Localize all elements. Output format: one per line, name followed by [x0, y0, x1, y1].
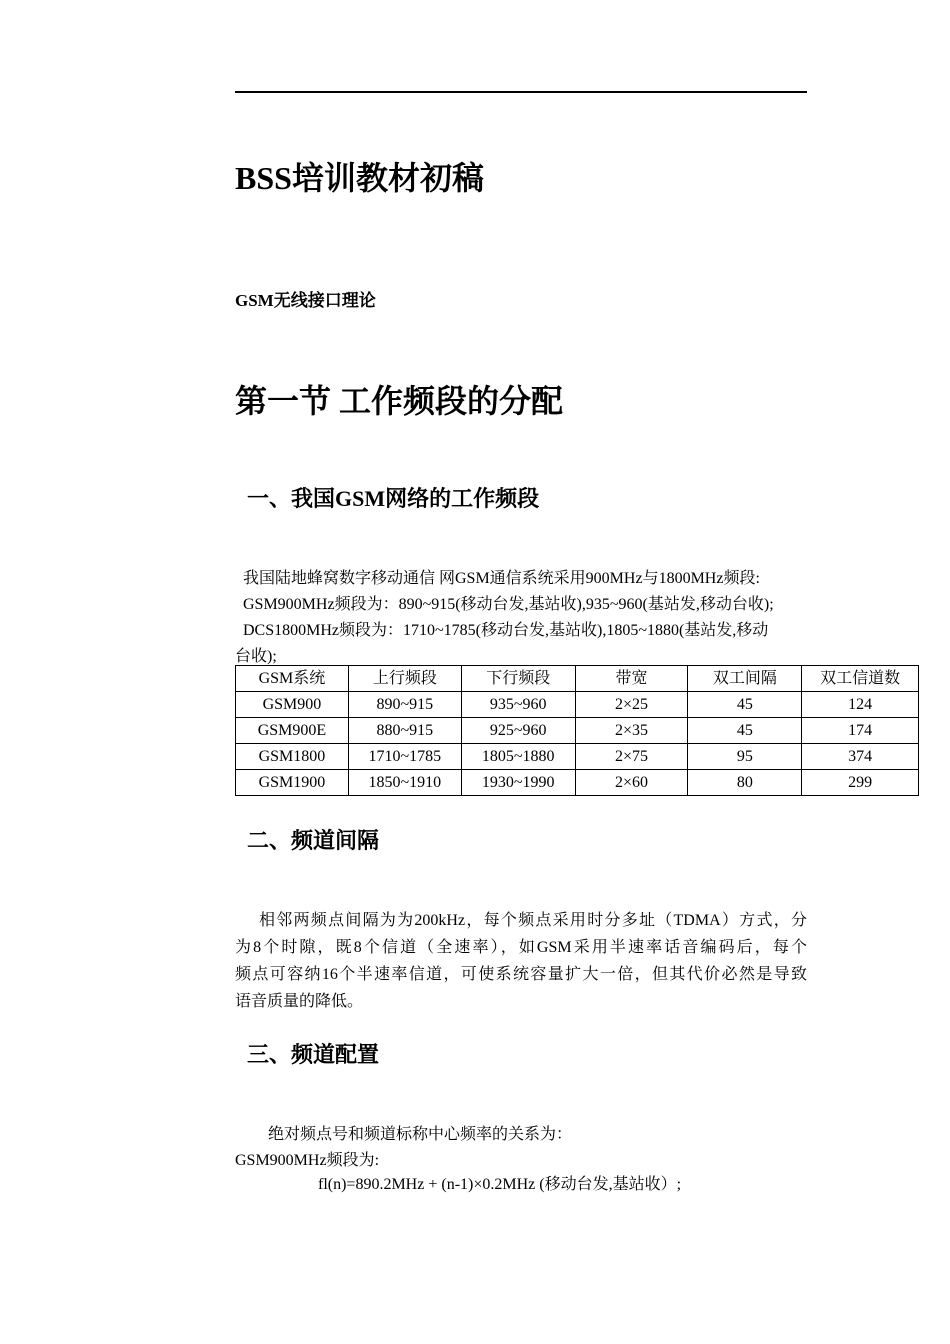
paragraph-line: 为8个时隙，既8个信道（全速率），如GSM采用半速率话音编码后，每个 — [235, 939, 807, 956]
table-cell: 80 — [688, 770, 802, 796]
paragraph-line: 语音质量的降低。 — [235, 993, 364, 1010]
table-cell: 890~915 — [348, 692, 461, 718]
table-cell: 2×60 — [575, 770, 688, 796]
document-title: BSS培训教材初稿 — [235, 160, 484, 196]
channel-spacing-paragraph — [235, 907, 807, 1015]
table-cell: GSM900E — [236, 718, 349, 744]
table-cell: GSM900 — [236, 692, 349, 718]
section-title: 第一节 工作频段的分配 — [235, 383, 564, 419]
table-row — [236, 744, 919, 770]
paragraph-line: DCS1800MHz频段为：1710~1785(移动台发,基站收),1805~1880(基站发,移动 — [243, 622, 769, 639]
channel-config-intro: 绝对频点号和频道标称中心频率的关系为： — [268, 1126, 573, 1143]
table-header-cell: 上行频段 — [348, 666, 461, 692]
table-header-cell: 下行频段 — [461, 666, 575, 692]
table-cell: 45 — [688, 692, 802, 718]
band-label: GSM900MHz频段为: — [235, 1152, 380, 1169]
uplink-formula: fl(n)=890.2MHz + (n-1)×0.2MHz (移动台发,基站收）; — [318, 1176, 682, 1193]
heading-channel-config: 三、频道配置 — [247, 1042, 380, 1067]
table-cell: 174 — [802, 718, 919, 744]
paragraph-line: 我国陆地蜂窝数字移动通信 网GSM通信系统采用900MHz与1800MHz频段: — [243, 570, 760, 587]
table-cell: 1850~1910 — [348, 770, 461, 796]
document-subtitle: GSM无线接口理论 — [235, 291, 376, 310]
paragraph-line: 台收); — [235, 648, 277, 665]
table-cell: 1805~1880 — [461, 744, 575, 770]
table-header-cell: GSM系统 — [236, 666, 349, 692]
table-row — [236, 770, 919, 796]
table-cell: 95 — [688, 744, 802, 770]
table-row — [236, 718, 919, 744]
table-header-row — [236, 666, 919, 692]
table-cell: 2×35 — [575, 718, 688, 744]
table-header-cell: 带宽 — [575, 666, 688, 692]
table-header-cell: 双工间隔 — [688, 666, 802, 692]
table-cell: 1710~1785 — [348, 744, 461, 770]
table-cell: 2×75 — [575, 744, 688, 770]
table-cell: 299 — [802, 770, 919, 796]
table-cell: 45 — [688, 718, 802, 744]
table-cell: 124 — [802, 692, 919, 718]
table-cell: 374 — [802, 744, 919, 770]
work-bands-paragraph — [235, 566, 807, 670]
table-cell: 880~915 — [348, 718, 461, 744]
paragraph-line: 相邻两频点间隔为为200kHz，每个频点采用时分多址（TDMA）方式，分 — [259, 912, 807, 929]
table-cell: 1930~1990 — [461, 770, 575, 796]
table-cell: 925~960 — [461, 718, 575, 744]
table-cell: GSM1800 — [236, 744, 349, 770]
paragraph-line: 频点可容纳16个半速率信道，可使系统容量扩大一倍，但其代价必然是导致 — [235, 966, 807, 983]
header-rule — [235, 91, 807, 93]
table-row — [236, 692, 919, 718]
table-cell: 935~960 — [461, 692, 575, 718]
table-cell: 2×25 — [575, 692, 688, 718]
heading-work-bands: 一、我国GSM网络的工作频段 — [247, 486, 540, 511]
heading-channel-spacing: 二、频道间隔 — [247, 828, 380, 853]
table-cell: GSM1900 — [236, 770, 349, 796]
table-header-cell: 双工信道数 — [802, 666, 919, 692]
frequency-band-table — [235, 665, 919, 796]
paragraph-line: GSM900MHz频段为：890~915(移动台发,基站收),935~960(基站发,移动台收); — [243, 596, 774, 613]
